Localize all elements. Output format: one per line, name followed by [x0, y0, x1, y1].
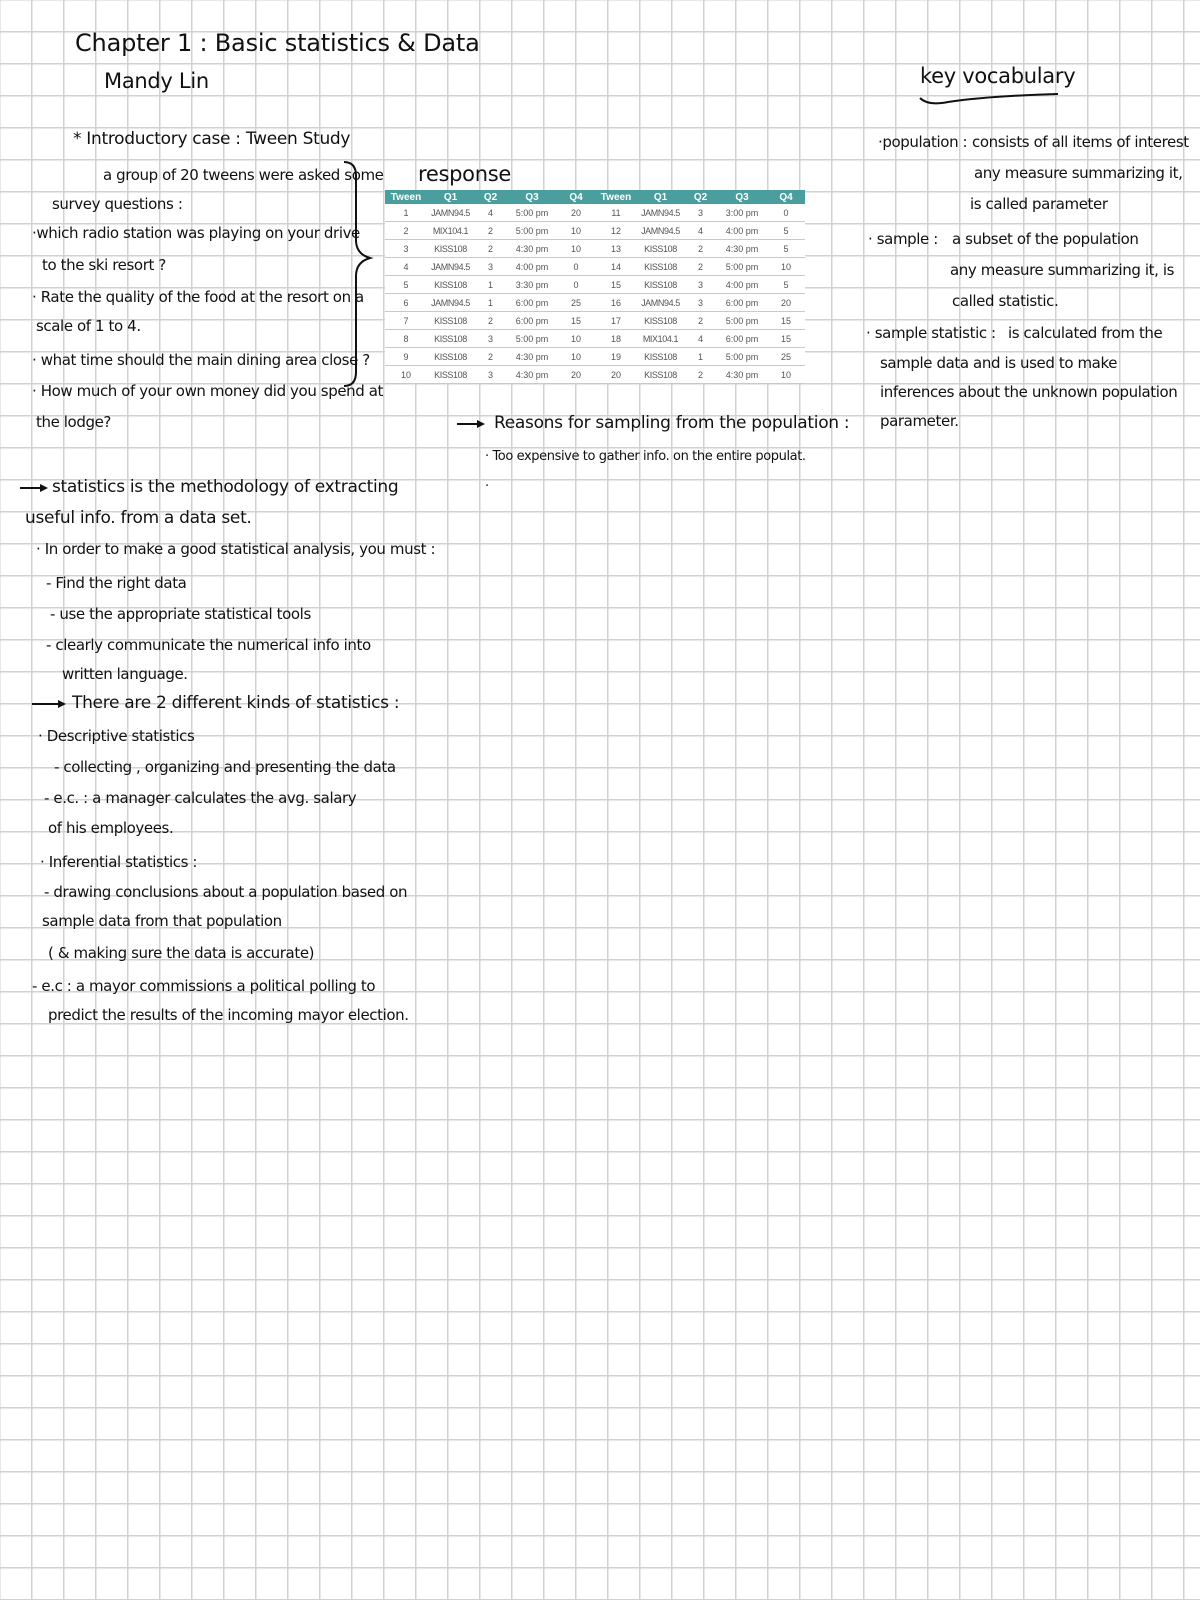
inferential-example-line2: predict the results of the incoming mayor election. — [48, 1006, 409, 1024]
table-cell: KISS108 — [427, 312, 474, 330]
table-cell: KISS108 — [427, 240, 474, 258]
table-cell: 3 — [385, 240, 427, 258]
table-cell: KISS108 — [427, 276, 474, 294]
table-cell: 3 — [684, 294, 717, 312]
sampling-heading: Reasons for sampling from the population : — [494, 413, 850, 433]
table-row — [385, 312, 805, 330]
table-cell: 7 — [385, 312, 427, 330]
table-cell: MIX104.1 — [637, 330, 684, 348]
table-cell: 20 — [767, 294, 805, 312]
intro-heading: * Introductory case : Tween Study — [73, 129, 351, 149]
table-cell: 2 — [474, 312, 507, 330]
requirement-3-line2: written language. — [62, 665, 188, 683]
table-cell: 20 — [557, 366, 595, 384]
table-cell: 0 — [767, 204, 805, 222]
table-cell: 20 — [557, 204, 595, 222]
vocab-sample-statistic-def-line2: sample data and is used to make — [880, 354, 1118, 372]
vocab-population-def-line2: any measure summarizing it, — [974, 164, 1183, 182]
column-header: Q2 — [474, 190, 507, 204]
table-cell: 25 — [767, 348, 805, 366]
table-cell: 1 — [474, 294, 507, 312]
table-cell: 2 — [474, 348, 507, 366]
table-cell: 5:00 pm — [717, 348, 767, 366]
table-cell: KISS108 — [637, 258, 684, 276]
column-header: Q3 — [507, 190, 557, 204]
inferential-example-line1: - e.c : a mayor commissions a political polling to — [32, 977, 376, 995]
table-cell: 10 — [557, 240, 595, 258]
vocab-sample-statistic-def-line3: inferences about the unknown population — [880, 383, 1178, 401]
table-cell: MIX104.1 — [427, 222, 474, 240]
table-cell: 1 — [474, 276, 507, 294]
sampling-reason-1: · Too expensive to gather info. on the entire populat. — [485, 449, 806, 464]
requirement-2: - use the appropriate statistical tools — [50, 605, 311, 623]
table-cell: JAMN94.5 — [427, 258, 474, 276]
inferential-definition-line2: sample data from that population — [42, 912, 282, 930]
table-row — [385, 204, 805, 222]
table-cell: 14 — [595, 258, 637, 276]
column-header: Q4 — [767, 190, 805, 204]
intro-desc-line1: a group of 20 tweens were asked some — [103, 166, 384, 184]
table-cell: 3 — [684, 204, 717, 222]
survey-response-table — [385, 190, 805, 384]
survey-question-3: · what time should the main dining area close ? — [32, 351, 370, 369]
table-cell: 18 — [595, 330, 637, 348]
descriptive-statistics-heading: · Descriptive statistics — [38, 727, 195, 745]
table-cell: 3 — [474, 366, 507, 384]
inferential-definition-line1: - drawing conclusions about a population based on — [44, 883, 408, 901]
table-cell: 5 — [767, 276, 805, 294]
table-cell: KISS108 — [427, 348, 474, 366]
survey-question-1-line2: to the ski resort ? — [42, 256, 166, 274]
table-cell: 5:00 pm — [507, 330, 557, 348]
requirement-3-line1: - clearly communicate the numerical info into — [46, 636, 371, 654]
vocab-sample-statistic-def-line4: parameter. — [880, 412, 959, 430]
table-cell: 10 — [767, 258, 805, 276]
table-cell: KISS108 — [637, 276, 684, 294]
table-cell: 5 — [385, 276, 427, 294]
table-cell: 3:30 pm — [507, 276, 557, 294]
table-cell: 17 — [595, 312, 637, 330]
table-cell: 10 — [767, 366, 805, 384]
table-cell: 15 — [557, 312, 595, 330]
vocab-sample-term: · sample : — [868, 230, 938, 248]
table-row — [385, 330, 805, 348]
table-cell: 6 — [385, 294, 427, 312]
table-cell: 10 — [385, 366, 427, 384]
table-row — [385, 240, 805, 258]
table-cell: 4:00 pm — [507, 258, 557, 276]
page-title: Chapter 1 : Basic statistics & Data — [75, 29, 480, 57]
kinds-of-statistics-heading: There are 2 different kinds of statistics : — [72, 693, 400, 713]
vocabulary-heading: key vocabulary — [920, 64, 1076, 88]
table-cell: 5:00 pm — [717, 312, 767, 330]
table-cell: 5 — [767, 222, 805, 240]
column-header: Tween — [595, 190, 637, 204]
table-cell: 6:00 pm — [507, 312, 557, 330]
vocab-sample-statistic-term: · sample statistic : — [866, 324, 996, 342]
table-row — [385, 222, 805, 240]
table-cell: 5:00 pm — [717, 258, 767, 276]
table-cell: 4:00 pm — [717, 222, 767, 240]
table-cell: 4:30 pm — [717, 240, 767, 258]
table-cell: KISS108 — [637, 366, 684, 384]
column-header: Q1 — [427, 190, 474, 204]
sampling-reason-2: · — [485, 479, 489, 494]
table-cell: 4:30 pm — [717, 366, 767, 384]
table-cell: 2 — [684, 240, 717, 258]
table-row — [385, 276, 805, 294]
table-cell: 1 — [684, 348, 717, 366]
table-row — [385, 258, 805, 276]
vocab-population-def-line1: consists of all items of interest — [972, 133, 1189, 151]
table-cell: 8 — [385, 330, 427, 348]
vocab-sample-def-line2: any measure summarizing it, is — [950, 261, 1175, 279]
table-cell: 3 — [684, 276, 717, 294]
arrow-icon — [18, 482, 52, 494]
table-cell: KISS108 — [427, 330, 474, 348]
descriptive-statistics-definition: - collecting , organizing and presenting the data — [54, 758, 396, 776]
table-cell: 2 — [684, 366, 717, 384]
table-cell: 13 — [595, 240, 637, 258]
table-cell: 4:30 pm — [507, 240, 557, 258]
table-cell: 12 — [595, 222, 637, 240]
table-cell: 2 — [385, 222, 427, 240]
table-cell: 2 — [474, 222, 507, 240]
table-cell: KISS108 — [427, 366, 474, 384]
analysis-requirements-heading: · In order to make a good statistical analysis, you must : — [36, 540, 436, 558]
survey-question-1-line1: ·which radio station was playing on your drive — [32, 224, 360, 242]
table-cell: 2 — [684, 258, 717, 276]
descriptive-example-line2: of his employees. — [48, 819, 174, 837]
table-cell: 2 — [474, 240, 507, 258]
table-cell: 5:00 pm — [507, 222, 557, 240]
table-cell: 11 — [595, 204, 637, 222]
table-cell: JAMN94.5 — [427, 204, 474, 222]
table-cell: 25 — [557, 294, 595, 312]
table-cell: KISS108 — [637, 348, 684, 366]
table-cell: 0 — [557, 258, 595, 276]
inferential-statistics-heading: · Inferential statistics : — [40, 853, 198, 871]
table-cell: JAMN94.5 — [427, 294, 474, 312]
table-cell: 15 — [767, 312, 805, 330]
table-cell: 5:00 pm — [507, 204, 557, 222]
response-label: response — [418, 162, 511, 186]
table-cell: JAMN94.5 — [637, 294, 684, 312]
column-header: Tween — [385, 190, 427, 204]
column-header: Q4 — [557, 190, 595, 204]
table-cell: 10 — [557, 222, 595, 240]
survey-question-2-line1: · Rate the quality of the food at the resort on a — [32, 288, 364, 306]
table-cell: JAMN94.5 — [637, 204, 684, 222]
table-cell: 19 — [595, 348, 637, 366]
column-header: Q2 — [684, 190, 717, 204]
arrow-icon — [30, 698, 70, 710]
survey-question-4-line1: · How much of your own money did you spend at — [32, 382, 384, 400]
table-cell: 4 — [684, 222, 717, 240]
statistics-definition-line1: statistics is the methodology of extracting — [52, 477, 399, 497]
table-cell: 10 — [557, 348, 595, 366]
vocab-sample-def-line3: called statistic. — [952, 292, 1059, 310]
table-cell: 10 — [557, 330, 595, 348]
table-cell: 3:00 pm — [717, 204, 767, 222]
survey-question-4-line2: the lodge? — [36, 413, 111, 431]
requirement-1: - Find the right data — [46, 574, 187, 592]
author-name: Mandy Lin — [104, 69, 209, 93]
vocab-population-term: ·population : — [878, 133, 968, 151]
heading-underline — [918, 90, 1068, 108]
intro-desc-line2: survey questions : — [52, 195, 183, 213]
inferential-definition-line3: ( & making sure the data is accurate) — [48, 944, 315, 962]
table-cell: 6:00 pm — [717, 294, 767, 312]
table-cell: 6:00 pm — [507, 294, 557, 312]
table-row — [385, 348, 805, 366]
table-cell: 4:30 pm — [507, 348, 557, 366]
vocab-sample-def-line1: a subset of the population — [952, 230, 1139, 248]
table-cell: KISS108 — [637, 312, 684, 330]
curly-brace — [340, 158, 380, 398]
arrow-icon — [455, 418, 489, 430]
table-cell: 4 — [684, 330, 717, 348]
table-cell: 16 — [595, 294, 637, 312]
column-header: Q3 — [717, 190, 767, 204]
table-row — [385, 366, 805, 384]
table-cell: 2 — [684, 312, 717, 330]
table-cell: 4:30 pm — [507, 366, 557, 384]
table-cell: 4 — [385, 258, 427, 276]
survey-question-2-line2: scale of 1 to 4. — [36, 317, 141, 335]
table-cell: 1 — [385, 204, 427, 222]
table-cell: 3 — [474, 258, 507, 276]
vocab-sample-statistic-def-line1: is calculated from the — [1008, 324, 1163, 342]
descriptive-example-line1: - e.c. : a manager calculates the avg. salary — [44, 789, 357, 807]
statistics-definition-line2: useful info. from a data set. — [25, 508, 252, 528]
vocab-population-def-line3: is called parameter — [970, 195, 1108, 213]
table-cell: 9 — [385, 348, 427, 366]
table-cell: 5 — [767, 240, 805, 258]
table-cell: 15 — [595, 276, 637, 294]
table-cell: 20 — [595, 366, 637, 384]
table-cell: 15 — [767, 330, 805, 348]
table-cell: KISS108 — [637, 240, 684, 258]
table-cell: 6:00 pm — [717, 330, 767, 348]
table-cell: 3 — [474, 330, 507, 348]
table-cell: 4 — [474, 204, 507, 222]
column-header: Q1 — [637, 190, 684, 204]
table-cell: 4:00 pm — [717, 276, 767, 294]
table-cell: JAMN94.5 — [637, 222, 684, 240]
table-row — [385, 294, 805, 312]
table-cell: 0 — [557, 276, 595, 294]
